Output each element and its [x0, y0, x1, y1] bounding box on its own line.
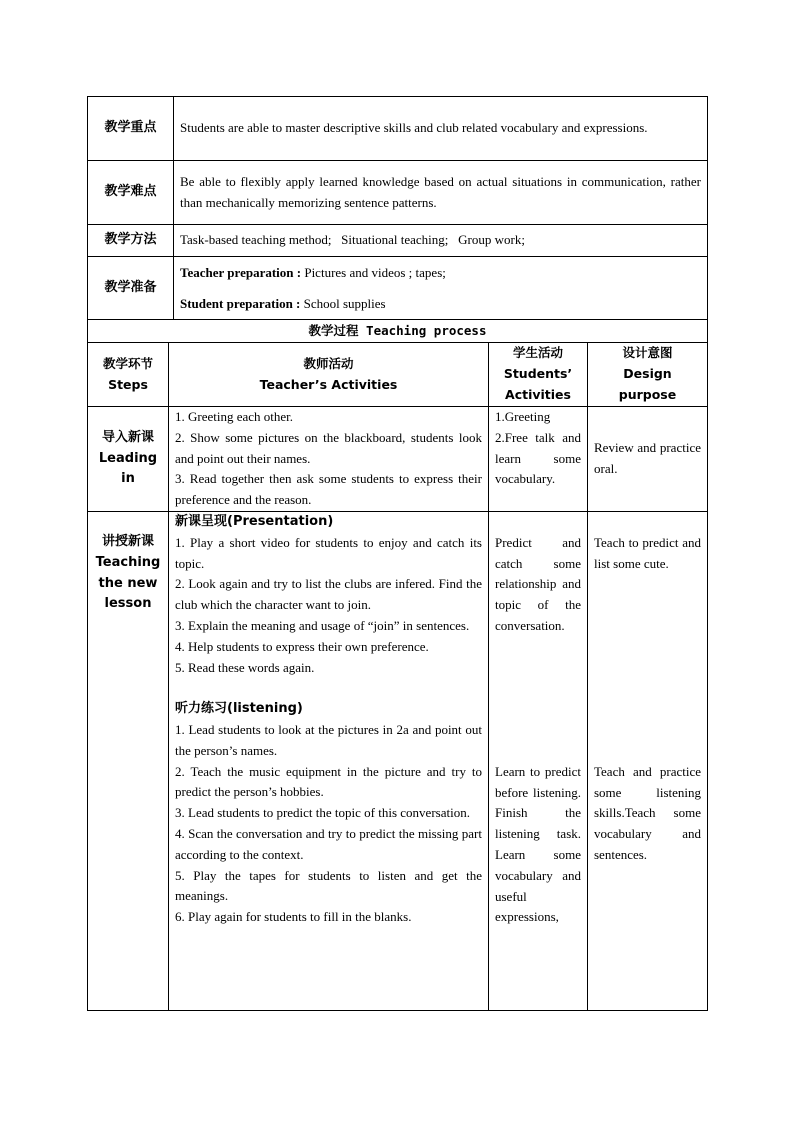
methods-label: 教学方法 [88, 225, 174, 257]
student-preparation-text: School supplies [303, 296, 386, 311]
teaching-step-cn: 讲授新课 [101, 533, 154, 549]
listening-item: 2. Teach the music equipment in the picture and try to predict the person’s hobbies. [175, 763, 482, 800]
listening-item: 1. Lead students to look at the pictures in 2a and point out the person’s names. [175, 721, 482, 758]
student-preparation [180, 288, 701, 319]
key-points-row [88, 97, 708, 161]
teaching-new-lesson-row [88, 511, 708, 1010]
presentation-item: 2. Look again and try to list the clubs are infered. Find the club which the character want to join. [175, 576, 482, 613]
student-presentation: Predict and catch some relationship and topic of the conversation. [495, 534, 581, 633]
leading-in-teacher-item: 2. Show some pictures on the blackboard, students look and point out their names. [175, 429, 482, 466]
design-presentation: Teach to predict and list some cute. [594, 534, 701, 571]
teaching-design [588, 511, 708, 1010]
leading-in-step-cn: 导入新课 [101, 429, 154, 445]
listening-item: 6. Play again for students to fill in the blanks. [175, 909, 412, 925]
presentation-item: 1. Play a short video for students to enjoy and catch its topic. [175, 534, 482, 571]
student-listening: Learn to predict before listening. Finish the listening task. Learn some vocabulary and useful expressions, [495, 763, 581, 925]
spacer [175, 678, 482, 699]
teacher-preparation [180, 257, 701, 288]
leading-in-step-en: Leading in [98, 450, 158, 487]
teacher-preparation-text: Pictures and videos ; tapes; [304, 265, 446, 280]
header-steps-en: Steps [108, 376, 148, 392]
process-title-row [88, 320, 708, 343]
leading-in-teacher [169, 407, 489, 512]
teaching-step [88, 511, 169, 1010]
student-preparation-label: Student preparation : [180, 296, 301, 311]
difficulties-text: Be able to flexibly apply learned knowledge based on actual situations in communication, rather than mechanically memorizing sentence patterns. [174, 161, 708, 225]
leading-in-design: Review and practice oral. [588, 407, 708, 512]
presentation-title: 新课呈现(Presentation) [175, 513, 334, 529]
methods-text: Task-based teaching method; Situational teaching; Group work; [174, 225, 708, 257]
presentation-item: 3. Explain the meaning and usage of “join” in sentences. [175, 617, 470, 633]
methods-row [88, 225, 708, 257]
key-points-label: 教学重点 [88, 97, 174, 161]
teaching-student [489, 511, 588, 1010]
key-points-text: Students are able to master descriptive skills and club related vocabulary and expressions. [174, 97, 708, 161]
leading-in-row [88, 407, 708, 512]
preparation-label: 教学准备 [88, 257, 174, 320]
teaching-teacher [169, 511, 489, 1010]
leading-in-student: 1.Greeting 2.Free talk and learn some vocabulary. [489, 407, 588, 512]
listening-title: 听力练习(listening) [175, 701, 303, 717]
preparation-row [88, 257, 708, 320]
header-steps [88, 343, 169, 407]
header-teacher [169, 343, 489, 407]
lesson-info-table [87, 96, 708, 320]
process-title: 教学过程 Teaching process [88, 320, 708, 343]
teacher-preparation-label: Teacher preparation : [180, 265, 302, 280]
header-student-en: Students’ Activities [503, 366, 573, 402]
header-design-cn: 设计意图 [622, 345, 673, 361]
listening-item: 4. Scan the conversation and try to predict the missing part according to the context. [175, 825, 482, 862]
header-teacher-en: Teacher’s Activities [259, 376, 398, 392]
presentation-item: 5. Read these words again. [175, 659, 315, 675]
header-steps-cn: 教学环节 [102, 355, 153, 371]
header-teacher-cn: 教师活动 [303, 355, 354, 371]
header-student [489, 343, 588, 407]
header-student-cn: 学生活动 [512, 345, 563, 361]
difficulties-row [88, 161, 708, 225]
leading-in-teacher-item: 3. Read together then ask some students to express their preference and the reason. [175, 471, 482, 508]
listening-item: 3. Lead students to predict the topic of this conversation. [175, 805, 470, 821]
design-listening: Teach and practice some listening skills.Teach some vocabulary and sentences. [594, 763, 701, 862]
teaching-process-table [87, 319, 708, 1011]
header-design [588, 343, 708, 407]
teaching-step-en: Teaching the new lesson [95, 554, 161, 612]
leading-in-teacher-item: 1. Greeting each other. [175, 409, 294, 424]
preparation-cell [174, 257, 708, 320]
process-header-row [88, 343, 708, 407]
listening-item: 5. Play the tapes for students to listen and get the meanings. [175, 867, 482, 904]
header-design-en: Design purpose [618, 366, 677, 402]
leading-in-step [88, 407, 169, 512]
presentation-item: 4. Help students to express their own preference. [175, 638, 429, 654]
difficulties-label: 教学难点 [88, 161, 174, 225]
